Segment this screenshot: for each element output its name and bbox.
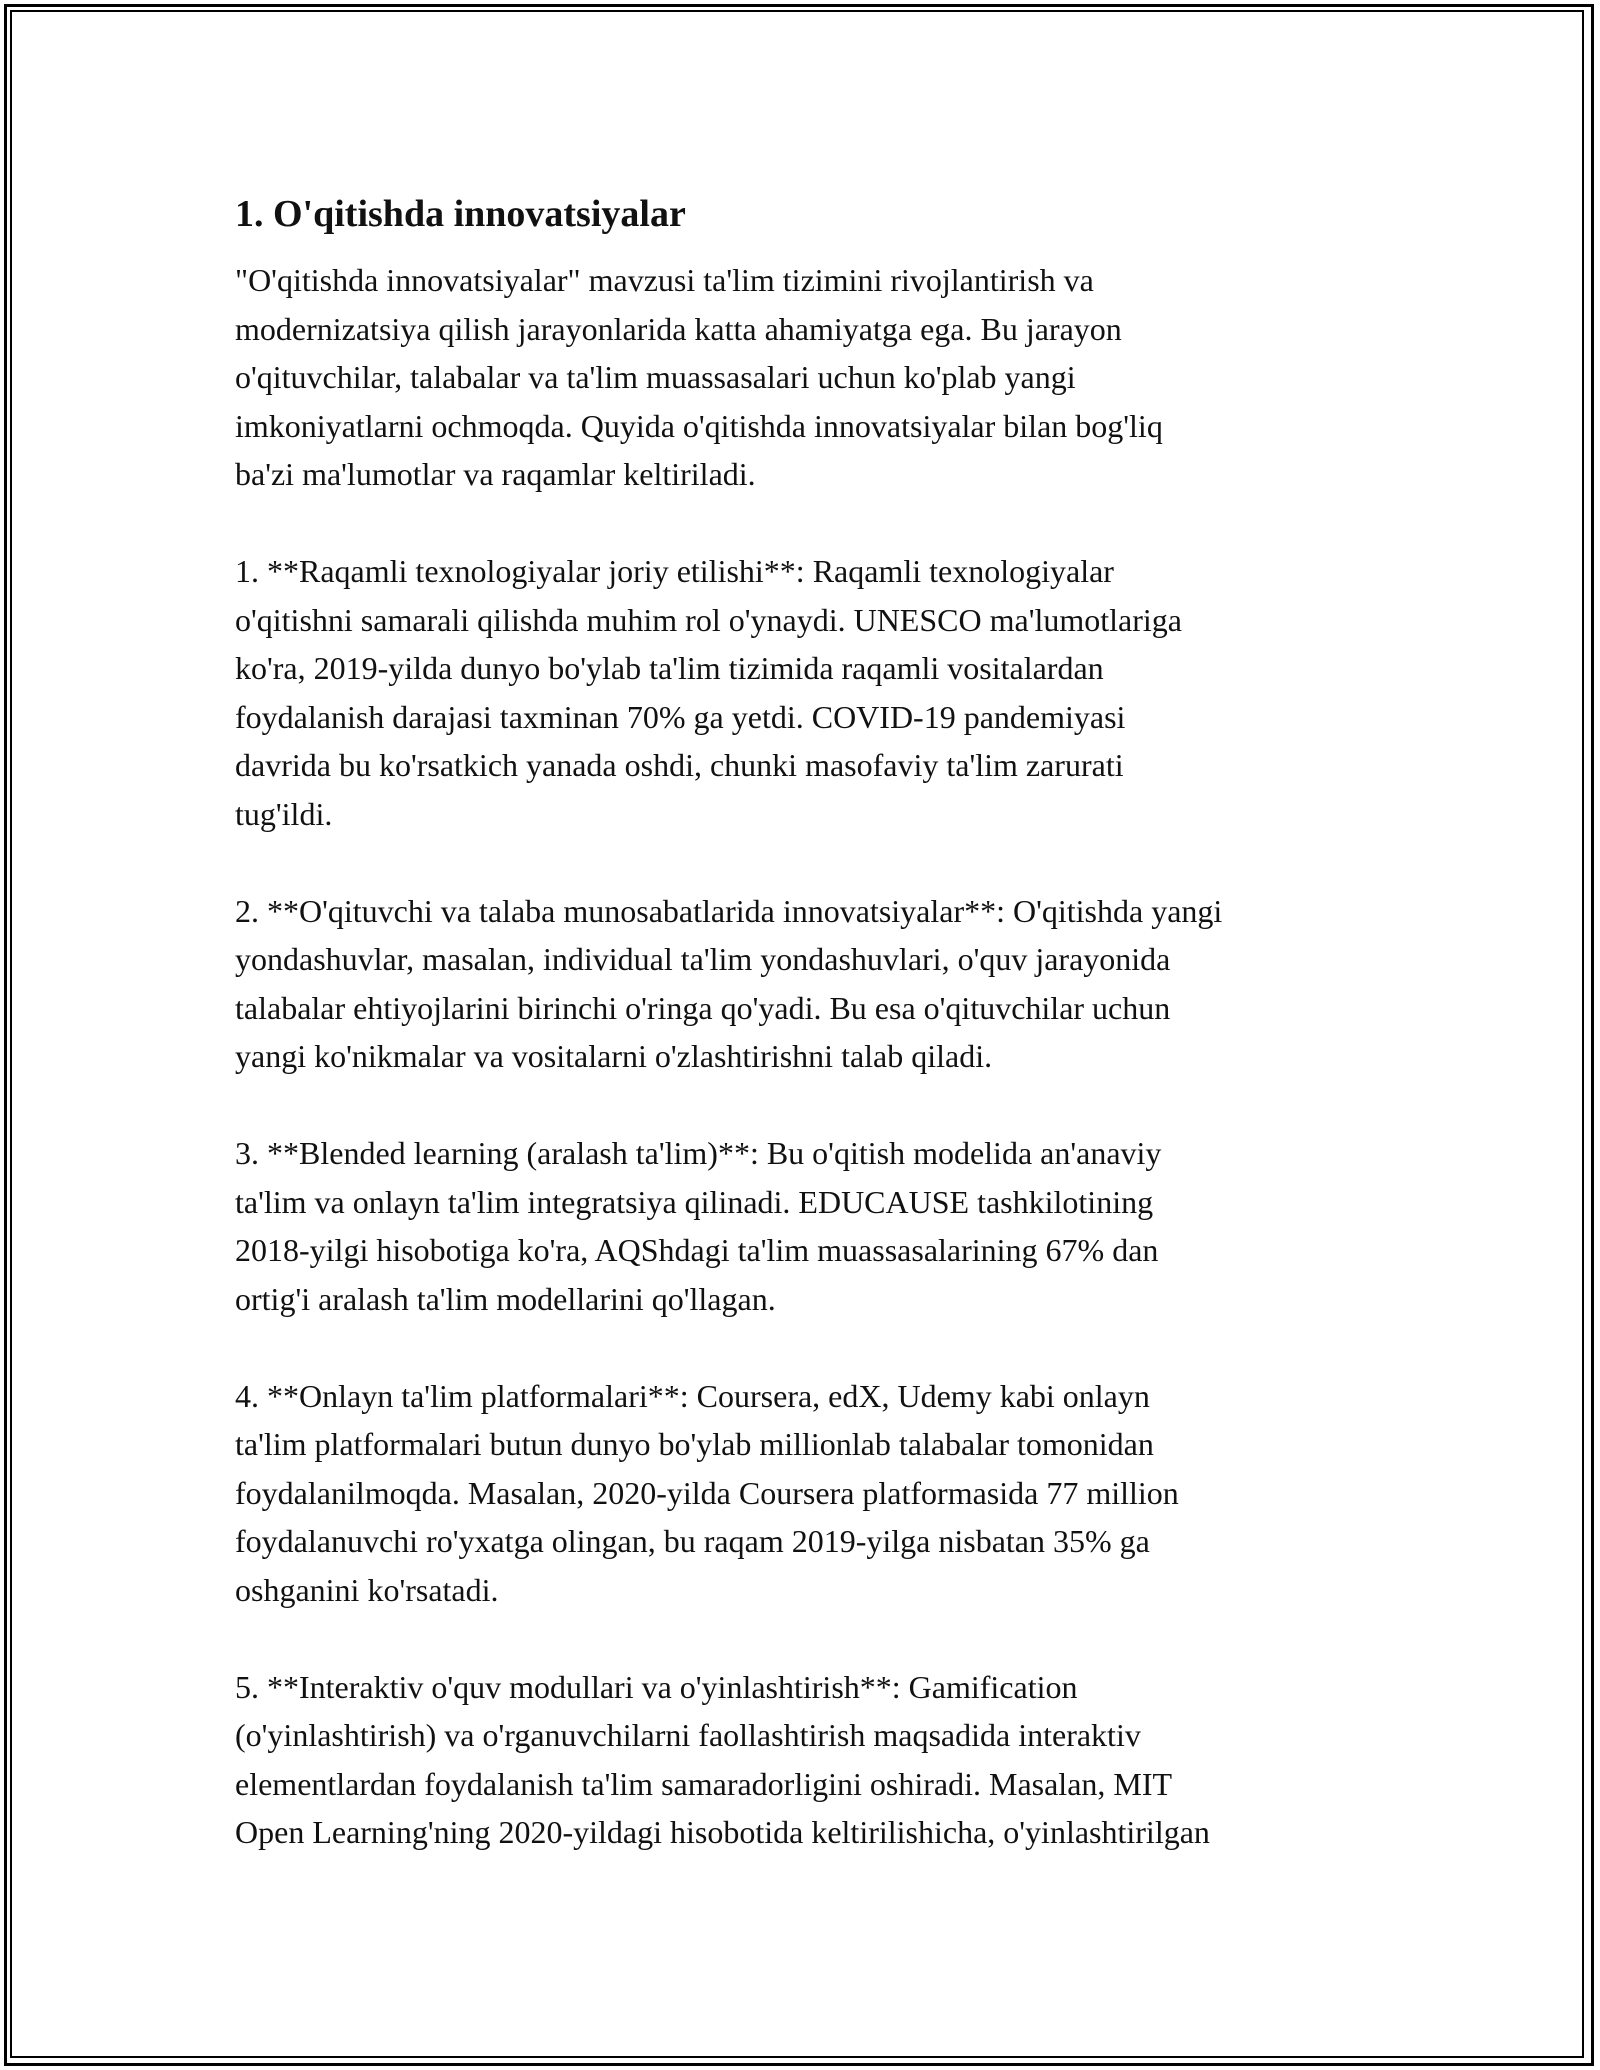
paragraph-digital-technologies: 1. **Raqamli texnologiyalar joriy etilishi**: Raqamli texnologiyalar o'qitishni samarali qilishda muhim rol o'ynaydi. UNESCO ma'lumotlariga ko'ra, 2019-yilda dunyo bo'ylab ta'lim tizimida raqamli vositalardan foydalanish darajasi taxminan 70% ga yetdi. COVID-19 pandemiyasi davrida bu ko'rsatkich yanada oshdi, chunki masofaviy ta'lim zarurati tug'ildi. — [235, 553, 1182, 832]
document-title: 1. O'qitishda innovatsiyalar — [235, 193, 686, 235]
intro-paragraph: "O'qitishda innovatsiyalar" mavzusi ta'lim tizimini rivojlantirish va modernizatsiya qilish jarayonlarida katta ahamiyatga ega. Bu jarayon o'qituvchilar, talabalar va ta'lim muassasalari uchun ko'plab yangi imkoniyatlarni ochmoqda. Quyida o'qitishda innovatsiyalar bilan bog'liq ba'zi ma'lumotlar va raqamlar keltiriladi. — [235, 262, 1163, 492]
paragraph-blended-learning: 3. **Blended learning (aralash ta'lim)**: Bu o'qitish modelida an'anaviy ta'lim va onlayn ta'lim integratsiya qilinadi. EDUCAUSE tashkilotining 2018-yilgi hisobotiga ko'ra, AQShdagi ta'lim muassasalarining 67% dan ortig'i aralash ta'lim modellarini qo'llagan. — [235, 1135, 1162, 1317]
document-body — [235, 186, 1385, 1905]
paragraph-interactive-modules: 5. **Interaktiv o'quv modullari va o'yinlashtirish**: Gamification (o'yinlashtirish) va o'rganuvchilarni faollashtirish maqsadida interaktiv elementlardan foydalanish ta'lim samaradorligini oshiradi. Masalan, MIT Open Learning'ning 2020-yildagi hisobotida keltirilishicha, o'yinlashtirilgan — [235, 1668, 1210, 1850]
paragraph-teacher-student-innovations: 2. **O'qituvchi va talaba munosabatlarida innovatsiyalar**: O'qitishda yangi yondashuvlar, masalan, individual ta'lim yondashuvlari, o'quv jarayonida talabalar ehtiyojlarini birinchi o'ringa qo'yadi. Bu esa o'qituvchilar uchun yangi ko'nikmalar va vositalarni o'zlashtirishni talab qiladi. — [235, 892, 1223, 1074]
paragraph-online-platforms: 4. **Onlayn ta'lim platformalari**: Coursera, edX, Udemy kabi onlayn ta'lim platformalari butun dunyo bo'ylab millionlab talabalar tomonidan foydalanilmoqda. Masalan, 2020-yilda Coursera platformasida 77 million foydalanuvchi ro'yxatga olingan, bu raqam 2019-yilga nisbatan 35% ga oshganini ko'rsatadi. — [235, 1377, 1179, 1608]
